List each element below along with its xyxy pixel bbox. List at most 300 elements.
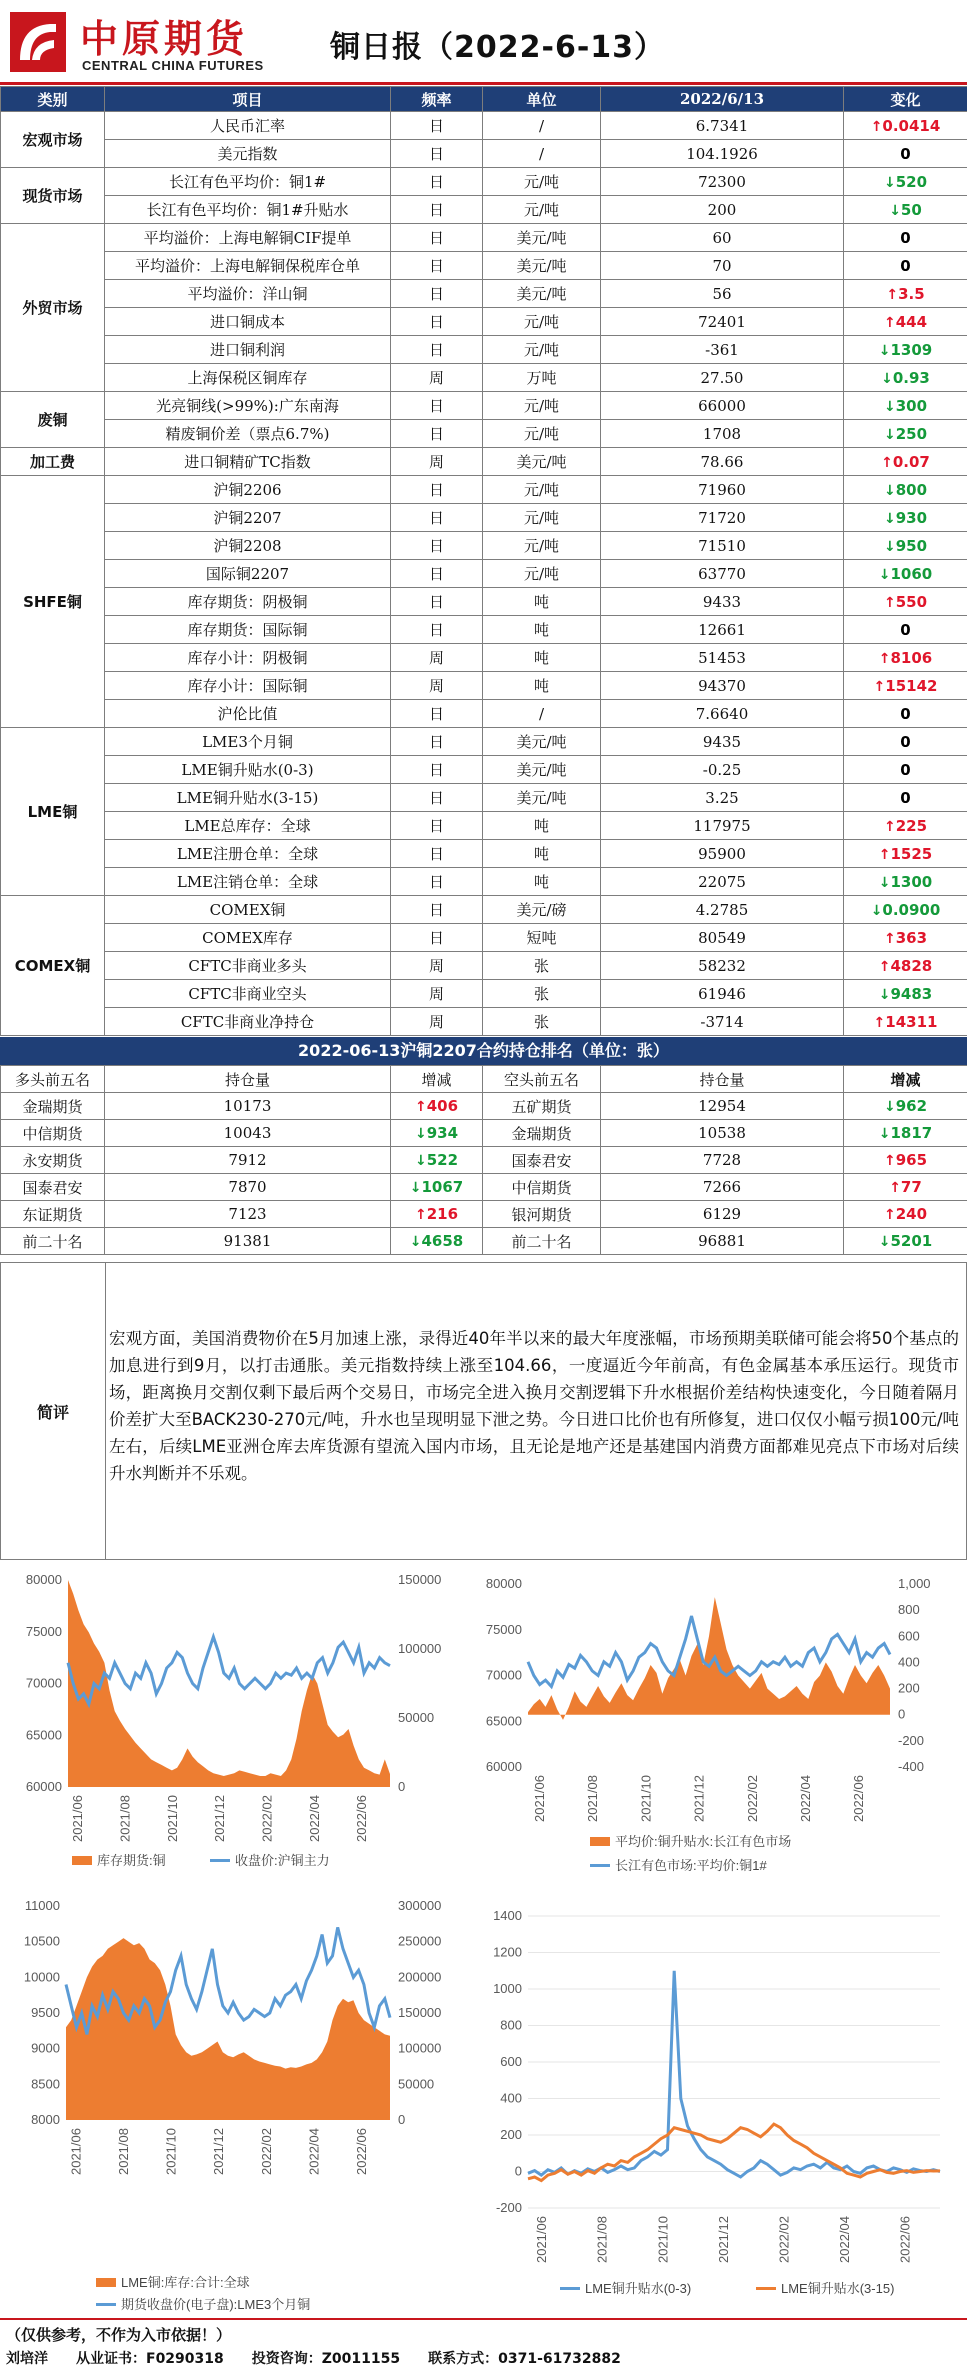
value-cell: 72300 (601, 168, 844, 196)
frequency-cell: 日 (391, 728, 483, 756)
change-value: 363 (896, 929, 927, 947)
y-right-tick-label: 0 (898, 1707, 905, 1722)
value-cell: 63770 (601, 560, 844, 588)
value-cell: 95900 (601, 840, 844, 868)
arrow-down-icon: ↓ (884, 427, 896, 443)
arrow-up-icon: ↑ (889, 1180, 901, 1196)
value-cell: 200 (601, 196, 844, 224)
value-cell: 9433 (601, 588, 844, 616)
arrow-up-icon: ↑ (884, 595, 896, 611)
change-value: 0 (900, 257, 910, 275)
short-position: 7728 (601, 1147, 844, 1174)
x-tick-label: 2022/02 (776, 2216, 791, 2263)
long-position: 7123 (105, 1201, 391, 1228)
table-row (1, 364, 967, 392)
value-cell: 72401 (601, 308, 844, 336)
change-cell (844, 896, 967, 924)
short-broker-name: 中信期货 (483, 1174, 601, 1201)
arrow-up-icon: ↑ (884, 315, 896, 331)
y-right-tick-label: 800 (898, 1602, 920, 1617)
change-cell (844, 112, 967, 140)
arrow-up-icon: ↑ (884, 931, 896, 947)
change-value: 0 (900, 789, 910, 807)
y-left-tick-label: 10000 (24, 1969, 60, 1984)
arrow-up-icon: ↑ (874, 1015, 886, 1031)
table-header-row (1, 87, 967, 112)
change-cell (844, 504, 967, 532)
contact-phone: 联系方式：0371-61732882 (428, 2351, 621, 2367)
category-cell: 废铜 (1, 392, 105, 448)
y-right-tick-label: 100000 (398, 1641, 441, 1656)
col-header-date: 2022/6/13 (601, 87, 844, 112)
frequency-cell: 周 (391, 1008, 483, 1036)
report-footer (0, 2318, 967, 2379)
value-cell: -3714 (601, 1008, 844, 1036)
change-value: 8106 (890, 649, 932, 667)
x-tick-label: 2022/04 (837, 2216, 852, 2263)
arrow-up-icon: ↑ (415, 1099, 427, 1115)
y-right-tick-label: 0 (398, 2112, 405, 2127)
y-right-tick-label: 50000 (398, 1710, 434, 1725)
x-tick-label: 2021/06 (532, 1775, 547, 1822)
ranking-row (1, 1174, 967, 1201)
frequency-cell: 日 (391, 420, 483, 448)
col-header-unit: 单位 (483, 87, 601, 112)
y-left-tick-label: 65000 (26, 1727, 62, 1742)
unit-cell: 吨 (483, 812, 601, 840)
item-cell: 美元指数 (105, 140, 391, 168)
long-position: 10173 (105, 1093, 391, 1120)
unit-cell: 短吨 (483, 924, 601, 952)
value-cell: 80549 (601, 924, 844, 952)
frequency-cell: 日 (391, 868, 483, 896)
legend-label: 期货收盘价(电子盘):LME3个月铜 (121, 2297, 310, 2312)
change-cell (844, 812, 967, 840)
ranking-row (1, 1093, 967, 1120)
legend-label: 收盘价:沪铜主力 (235, 1853, 330, 1868)
analyst-contact (6, 2348, 649, 2368)
brand-name-cn: 中原期货 (80, 8, 248, 63)
short-change (844, 1201, 967, 1228)
y-right-tick-label: 400 (898, 1654, 920, 1669)
legend-label: 平均价:铜升贴水:长江有色市场 (615, 1834, 791, 1849)
change-value: 0.93 (893, 369, 930, 387)
unit-cell: 元/吨 (483, 308, 601, 336)
arrow-up-icon: ↑ (884, 1153, 896, 1169)
change-value: 9483 (890, 985, 932, 1003)
arrow-down-icon: ↓ (879, 1234, 891, 1250)
unit-cell: 美元/吨 (483, 756, 601, 784)
y-left-tick-label: 70000 (26, 1676, 62, 1691)
x-tick-label: 2022/06 (851, 1775, 866, 1822)
table-row (1, 616, 967, 644)
x-tick-label: 2021/06 (534, 2216, 549, 2263)
short-change (844, 1147, 967, 1174)
long-broker-name: 前二十名 (1, 1228, 105, 1255)
x-tick-label: 2021/08 (595, 2216, 610, 2263)
report-header (0, 0, 967, 82)
y-tick-label: 1400 (493, 1908, 522, 1923)
item-cell: 沪铜2206 (105, 476, 391, 504)
short-position: 6129 (601, 1201, 844, 1228)
y-left-tick-label: 80000 (486, 1576, 522, 1591)
change-value: 1309 (890, 341, 932, 359)
long-position: 7912 (105, 1147, 391, 1174)
x-tick-label: 2021/08 (118, 1795, 133, 1842)
change-value: 444 (896, 313, 927, 331)
short-change (844, 1174, 967, 1201)
change-value: 1817 (890, 1124, 932, 1142)
x-tick-label: 2021/10 (165, 1795, 180, 1842)
long-broker-name: 中信期货 (1, 1120, 105, 1147)
long-change (391, 1228, 483, 1255)
x-tick-label: 2021/06 (70, 1795, 85, 1842)
short-broker-name: 银河期货 (483, 1201, 601, 1228)
position-ranking-table (0, 1065, 967, 1255)
commentary-text: 宏观方面，美国消费物价在5月加速上涨，录得近40年半以来的最大年度涨幅，市场预期美联储可能会将50个基点的加息进行到9月，以打击通胀。美元指数持续上涨至104.66，一度逼近今年前高，有色金属基本承压运行。现货市场，距离换月交割仅剩下最后两个交易日，市场完全进入换月交割逻辑下升水根据价差结构快速变化，今日随着隔月价差扩大至BACK230-270元/吨，升水也呈现明显下泄之势。今日进口比价也有所修复，进口仅仅小幅亏损100元/吨左右，后续LME亚洲仓库去库货源有望流入国内市场，且无论是地产还是基建国内消费方面都难见亮点下市场对后续升水判断并不乐观。 (109, 1325, 959, 1487)
arrow-down-icon: ↓ (879, 567, 891, 583)
short-broker-name: 金瑞期货 (483, 1120, 601, 1147)
table-row (1, 224, 967, 252)
item-cell: 库存期货：阴极铜 (105, 588, 391, 616)
table-row (1, 308, 967, 336)
arrow-up-icon: ↑ (886, 287, 898, 303)
y-left-tick-label: 9000 (31, 2041, 60, 2056)
ranking-header-row (1, 1066, 967, 1093)
x-tick-label: 2021/12 (212, 1795, 227, 1842)
long-change (391, 1174, 483, 1201)
arrow-down-icon: ↓ (410, 1180, 422, 1196)
change-cell (844, 280, 967, 308)
item-cell: 沪伦比值 (105, 700, 391, 728)
y-right-tick-label: 200000 (398, 1969, 441, 1984)
frequency-cell: 日 (391, 196, 483, 224)
item-cell: LME铜升贴水(0-3) (105, 756, 391, 784)
legend-swatch (560, 2287, 580, 2290)
value-cell: 9435 (601, 728, 844, 756)
short-position: 96881 (601, 1228, 844, 1255)
table-row (1, 980, 967, 1008)
arrow-up-icon: ↑ (879, 651, 891, 667)
long-broker-name: 永安期货 (1, 1147, 105, 1174)
change-cell (844, 448, 967, 476)
x-tick-label: 2021/12 (211, 2128, 226, 2175)
unit-cell: 张 (483, 980, 601, 1008)
change-value: 0 (900, 733, 910, 751)
legend-label: 库存期货:铜 (97, 1853, 166, 1868)
legend-swatch (72, 1856, 92, 1865)
table-row (1, 560, 967, 588)
table-row (1, 784, 967, 812)
unit-cell: 元/吨 (483, 476, 601, 504)
table-row (1, 504, 967, 532)
change-cell (844, 700, 967, 728)
change-cell (844, 588, 967, 616)
change-cell (844, 728, 967, 756)
arrow-up-icon: ↑ (884, 1207, 896, 1223)
value-cell: 7.6640 (601, 700, 844, 728)
x-tick-label: 2022/06 (897, 2216, 912, 2263)
change-cell (844, 1008, 967, 1036)
y-tick-label: 200 (500, 2127, 522, 2142)
item-cell: 进口铜利润 (105, 336, 391, 364)
short-change (844, 1093, 967, 1120)
change-cell (844, 952, 967, 980)
legend-label: LME铜升贴水(0-3) (585, 2281, 691, 2296)
x-tick-label: 2021/10 (638, 1775, 653, 1822)
frequency-cell: 日 (391, 616, 483, 644)
value-cell: 56 (601, 280, 844, 308)
change-cell (844, 224, 967, 252)
item-cell: 库存期货：国际铜 (105, 616, 391, 644)
table-row (1, 196, 967, 224)
value-cell: 70 (601, 252, 844, 280)
long-change (391, 1093, 483, 1120)
x-tick-label: 2021/10 (655, 2216, 670, 2263)
change-value: 0.0900 (882, 901, 940, 919)
change-value: 240 (896, 1205, 927, 1223)
table-row (1, 868, 967, 896)
frequency-cell: 日 (391, 812, 483, 840)
chart-spot-premium-vs-price (470, 1562, 967, 1880)
value-cell: 4.2785 (601, 896, 844, 924)
short-position: 12954 (601, 1093, 844, 1120)
unit-cell: / (483, 112, 601, 140)
unit-cell: 元/吨 (483, 392, 601, 420)
y-right-tick-label: -400 (898, 1759, 924, 1774)
change-value: 550 (896, 593, 927, 611)
unit-cell: 元/吨 (483, 532, 601, 560)
frequency-cell: 周 (391, 672, 483, 700)
arrow-up-icon: ↑ (879, 847, 891, 863)
item-cell: 平均溢价：洋山铜 (105, 280, 391, 308)
frequency-cell: 日 (391, 532, 483, 560)
series-area-0 (66, 1938, 390, 2120)
change-cell (844, 644, 967, 672)
value-cell: -361 (601, 336, 844, 364)
value-cell: 51453 (601, 644, 844, 672)
table-row (1, 280, 967, 308)
category-cell: 加工费 (1, 448, 105, 476)
y-left-tick-label: 65000 (486, 1713, 522, 1728)
change-value: 406 (427, 1097, 458, 1115)
change-cell (844, 420, 967, 448)
category-cell: 宏观市场 (1, 112, 105, 168)
arrow-down-icon: ↓ (879, 343, 891, 359)
y-right-tick-label: 200 (898, 1681, 920, 1696)
series-line-1 (68, 1637, 390, 1704)
unit-cell: 美元/吨 (483, 784, 601, 812)
unit-cell: 吨 (483, 616, 601, 644)
change-cell (844, 140, 967, 168)
frequency-cell: 日 (391, 140, 483, 168)
y-left-tick-label: 11000 (25, 1898, 60, 1913)
x-tick-label: 2021/08 (116, 2128, 131, 2175)
value-cell: 66000 (601, 392, 844, 420)
change-value: 216 (427, 1205, 458, 1223)
col-header-category: 类别 (1, 87, 105, 112)
value-cell: 3.25 (601, 784, 844, 812)
item-cell: 沪铜2208 (105, 532, 391, 560)
rank-header-short-name: 空头前五名 (483, 1066, 601, 1093)
frequency-cell: 周 (391, 980, 483, 1008)
category-cell: SHFE铜 (1, 476, 105, 728)
value-cell: 12661 (601, 616, 844, 644)
long-broker-name: 国泰君安 (1, 1174, 105, 1201)
unit-cell: 吨 (483, 840, 601, 868)
chart-lme-spreads (470, 1888, 967, 2316)
unit-cell: 吨 (483, 868, 601, 896)
arrow-down-icon: ↓ (884, 539, 896, 555)
y-right-tick-label: 0 (398, 1779, 405, 1794)
long-position: 91381 (105, 1228, 391, 1255)
arrow-down-icon: ↓ (871, 903, 883, 919)
change-cell (844, 924, 967, 952)
table-row (1, 952, 967, 980)
table-row (1, 756, 967, 784)
arrow-down-icon: ↓ (884, 511, 896, 527)
arrow-down-icon: ↓ (884, 483, 896, 499)
table-row (1, 476, 967, 504)
change-cell (844, 308, 967, 336)
arrow-down-icon: ↓ (879, 875, 891, 891)
unit-cell: 张 (483, 952, 601, 980)
change-value: 962 (896, 1097, 927, 1115)
series-line-0 (528, 1971, 940, 2177)
x-tick-label: 2021/06 (68, 2128, 83, 2175)
y-tick-label: 0 (515, 2164, 522, 2179)
long-change (391, 1201, 483, 1228)
x-tick-label: 2022/06 (354, 2128, 369, 2175)
item-cell: LME注册仓单：全球 (105, 840, 391, 868)
item-cell: CFTC非商业净持仓 (105, 1008, 391, 1036)
analyst-name: 刘培洋 (6, 2351, 48, 2367)
value-cell: 1708 (601, 420, 844, 448)
y-left-tick-label: 8500 (31, 2076, 60, 2091)
arrow-up-icon: ↑ (874, 679, 886, 695)
y-right-tick-label: 1,000 (898, 1576, 931, 1591)
category-cell: LME铜 (1, 728, 105, 896)
y-tick-label: 1000 (493, 1981, 522, 1996)
y-tick-label: -200 (496, 2200, 522, 2215)
col-header-frequency: 频率 (391, 87, 483, 112)
change-value: 250 (896, 425, 927, 443)
category-cell: 现货市场 (1, 168, 105, 224)
change-value: 1067 (421, 1178, 463, 1196)
value-cell: 117975 (601, 812, 844, 840)
unit-cell: 吨 (483, 588, 601, 616)
chart-shfe-stock-vs-price (0, 1562, 470, 1880)
long-position: 7870 (105, 1174, 391, 1201)
frequency-cell: 日 (391, 504, 483, 532)
item-cell: LME总库存：全球 (105, 812, 391, 840)
x-tick-label: 2022/06 (354, 1795, 369, 1842)
unit-cell: 美元/磅 (483, 896, 601, 924)
frequency-cell: 日 (391, 840, 483, 868)
arrow-down-icon: ↓ (889, 203, 901, 219)
legend-label: LME铜:库存:合计:全球 (121, 2275, 250, 2290)
table-row (1, 700, 967, 728)
frequency-cell: 日 (391, 476, 483, 504)
position-ranking-title: 2022-06-13沪铜2207合约持仓排名（单位：张） (0, 1037, 967, 1065)
y-right-tick-label: 250000 (398, 1934, 441, 1949)
change-cell (844, 560, 967, 588)
change-cell (844, 168, 967, 196)
arrow-down-icon: ↓ (884, 399, 896, 415)
item-cell: 人民币汇率 (105, 112, 391, 140)
report-title: 铜日报（2022-6-13） (330, 22, 665, 66)
change-value: 0 (900, 705, 910, 723)
table-row (1, 812, 967, 840)
frequency-cell: 日 (391, 168, 483, 196)
frequency-cell: 周 (391, 364, 483, 392)
short-broker-name: 前二十名 (483, 1228, 601, 1255)
x-tick-label: 2022/02 (745, 1775, 760, 1822)
change-cell (844, 784, 967, 812)
long-broker-name: 金瑞期货 (1, 1093, 105, 1120)
arrow-down-icon: ↓ (415, 1126, 427, 1142)
change-value: 950 (896, 537, 927, 555)
table-body (1, 112, 967, 1036)
short-position: 10538 (601, 1120, 844, 1147)
x-tick-label: 2022/02 (259, 1795, 274, 1842)
change-cell (844, 756, 967, 784)
short-position: 7266 (601, 1174, 844, 1201)
arrow-up-icon: ↑ (879, 959, 891, 975)
legend-label: LME铜升贴水(3-15) (781, 2281, 894, 2296)
frequency-cell: 日 (391, 924, 483, 952)
long-position: 10043 (105, 1120, 391, 1147)
unit-cell: 元/吨 (483, 420, 601, 448)
legend-swatch (210, 1859, 230, 1862)
short-change (844, 1120, 967, 1147)
unit-cell: 美元/吨 (483, 252, 601, 280)
change-value: 930 (896, 509, 927, 527)
category-cell: 外贸市场 (1, 224, 105, 392)
value-cell: 94370 (601, 672, 844, 700)
change-value: 77 (901, 1178, 922, 1196)
item-cell: 库存小计：国际铜 (105, 672, 391, 700)
y-right-tick-label: -200 (898, 1733, 924, 1748)
value-cell: 71960 (601, 476, 844, 504)
item-cell: LME注销仓单：全球 (105, 868, 391, 896)
rank-header-long-chg: 增减 (391, 1066, 483, 1093)
change-value: 522 (427, 1151, 458, 1169)
change-value: 4828 (890, 957, 932, 975)
item-cell: COMEX库存 (105, 924, 391, 952)
change-value: 934 (427, 1124, 458, 1142)
y-right-tick-label: 100000 (398, 2041, 441, 2056)
change-cell (844, 532, 967, 560)
unit-cell: / (483, 140, 601, 168)
value-cell: 71720 (601, 504, 844, 532)
change-value: 0.0414 (882, 117, 940, 135)
arrow-down-icon: ↓ (410, 1234, 422, 1250)
change-value: 1300 (890, 873, 932, 891)
ranking-row (1, 1228, 967, 1255)
value-cell: 71510 (601, 532, 844, 560)
rank-header-long-name: 多头前五名 (1, 1066, 105, 1093)
frequency-cell: 周 (391, 448, 483, 476)
value-cell: -0.25 (601, 756, 844, 784)
arrow-down-icon: ↓ (884, 1099, 896, 1115)
item-cell: 进口铜成本 (105, 308, 391, 336)
change-value: 1525 (890, 845, 932, 863)
legend-swatch (96, 2278, 116, 2287)
value-cell: 60 (601, 224, 844, 252)
change-value: 0 (900, 761, 910, 779)
item-cell: LME3个月铜 (105, 728, 391, 756)
